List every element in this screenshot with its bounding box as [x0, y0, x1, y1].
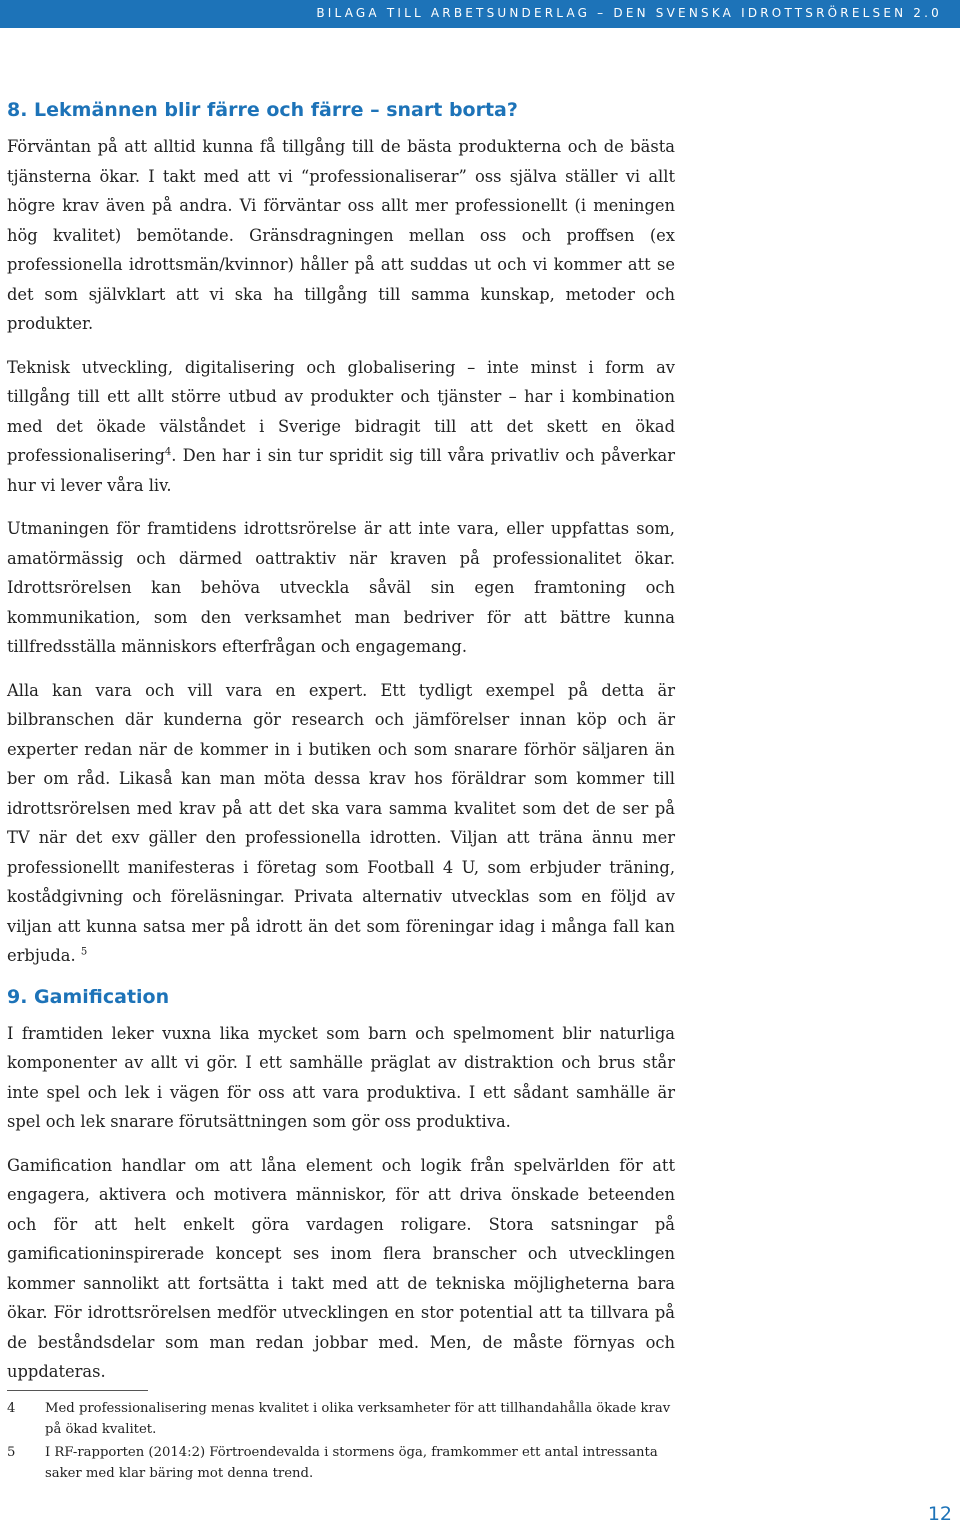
body-paragraph: Gamification handlar om att låna element och logik från spelvärlden för att engagera, aktivera och motivera människor, för att driva önskade beteenden och för att helt enkelt göra vardagen roligare. Stora satsningar på gamificationinspirerade koncept ses inom flera branscher och utvecklingen kommer sannolikt att fortsätta i takt med att de tekniska möjligheterna bara ökar. För idrottsrörelsen medför utvecklingen en stor potential att ta tillvara på de beståndsdelar som man redan jobbar med. Men, de måste förnyas och uppdateras.	[7, 1155, 675, 1381]
footnote-divider	[7, 1390, 148, 1391]
header-bar	[0, 0, 960, 28]
section-heading-8: 8. Lekmännen blir färre och färre – snart borta?	[7, 99, 518, 121]
footnote-text: Med professionalisering menas kvalitet i olika verksamheter för att tillhandahålla ökade krav på ökad kvalitet.	[45, 1401, 671, 1437]
footnote-ref: 4	[164, 446, 172, 458]
page-number: 12	[927, 1503, 952, 1525]
section-heading-9: 9. Gamification	[7, 985, 170, 1008]
footnote-ref: 5	[80, 946, 88, 958]
page-body	[7, 98, 675, 1401]
footnote-number: 5	[7, 1445, 16, 1460]
body-paragraph: Utmaningen för framtidens idrottsrörelse är att inte vara, eller uppfattas som, amatörmässig och därmed oattraktiv när kraven på professionalitet ökar. Idrottsrörelsen kan behöva utveckla såväl sin egen framtoning och kommunikation, som den verksamhet man bedriver för att bättre kunna tillfredsställa människors efterfrågan och engagemang.	[7, 519, 675, 656]
body-paragraph: Alla kan vara och vill vara en expert. Ett tydligt exempel på detta är bilbranschen där kunderna gör research och jämförelser innan köp och är experter redan när de kommer in i butiken och som snarare förhör säljaren än ber om råd. Likaså kan man möta dessa krav hos föräldrar som kommer till idrottsrörelsen med krav på att det ska vara samma kvalitet som det de ser på TV när det exv gäller den professionella idrotten. Viljan att träna ännu mer professionellt manifesteras i företag som Football 4 U, som erbjuder träning, kostådgivning och föreläsningar. Privata alternativ utvecklas som en följd av viljan att kunna satsa mer på idrott än det som föreningar idag i många fall kan erbjuda. $^5$	[7, 680, 675, 965]
footnotes	[7, 1398, 675, 1486]
body-paragraph: Teknisk utveckling, digitalisering och globalisering – inte minst i form av tillgång till ett allt större utbud av produkter och tjänster – har i kombination med det ökade välståndet i Sverige bidragit till att det skett en ökad professionalisering$^4$. Den har i sin tur spridit sig till våra privatliv och påverkar hur vi lever våra liv.	[7, 357, 675, 495]
footnote-number: 4	[7, 1401, 16, 1416]
body-paragraph: I framtiden leker vuxna lika mycket som barn och spelmoment blir naturliga komponenter av allt vi gör. I ett samhälle präglat av distraktion och brus står inte spel och lek i vägen för oss att vara produktiva. I ett sådant samhälle är spel och lek snarare förutsättningen som gör oss produktiva.	[7, 1023, 675, 1131]
footnote	[7, 1442, 675, 1484]
footnote-text: I RF-rapporten (2014:2) Förtroendevalda i stormens öga, framkommer ett antal intressanta saker med klar bäring mot denna trend.	[45, 1445, 658, 1481]
running-title: BILAGA TILL ARBETSUNDERLAG – DEN SVENSKA IDROTTSRÖRELSEN 2.0	[316, 6, 942, 20]
body-paragraph: Förväntan på att alltid kunna få tillgång till de bästa produkterna och de bästa tjänsterna ökar. I takt med att vi “professionaliserar” oss själva ställer vi allt högre krav även på andra. Vi förväntar oss allt mer professionellt (i meningen hög kvalitet) bemötande. Gränsdragningen mellan oss och proffsen (ex professionella idrottsmän/kvinnor) håller på att suddas ut och vi kommer att se det som självklart att vi ska ha tillgång till samma kunskap, metoder och produkter.	[7, 137, 675, 333]
footnote	[7, 1398, 675, 1440]
